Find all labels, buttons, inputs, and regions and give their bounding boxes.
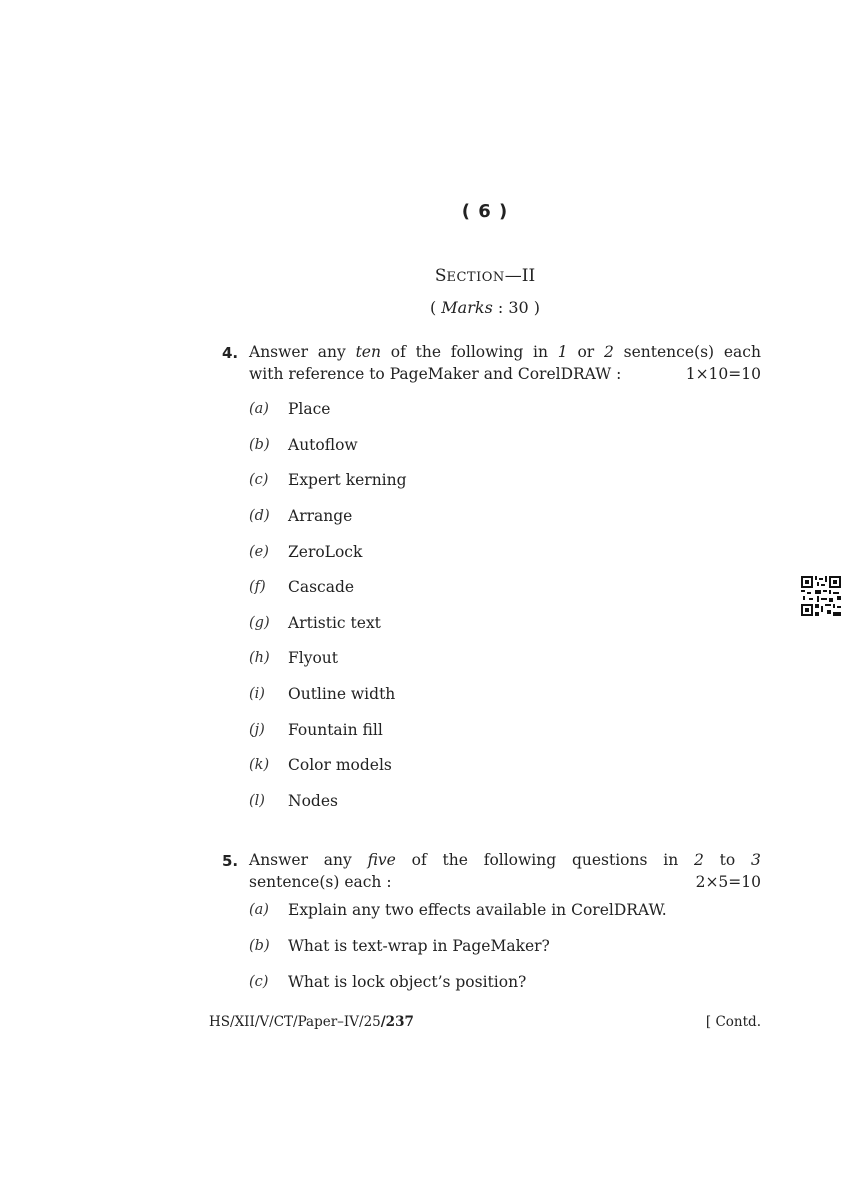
option-label: (i) — [249, 686, 265, 702]
q5-text-e: the — [442, 851, 468, 869]
paper-code — [209, 1014, 414, 1030]
q5-text-j: to — [719, 851, 736, 869]
q4-text-a: Answer any — [249, 343, 346, 361]
option-label: (j) — [249, 722, 265, 738]
paper-code-text: HS/XII/V/CT/Paper–IV/25 — [209, 1014, 381, 1030]
option-label: (d) — [249, 508, 270, 524]
option-label: (b) — [249, 437, 270, 453]
option-text: Cascade — [288, 578, 355, 596]
option-label: (e) — [249, 544, 269, 560]
option-text: Nodes — [288, 792, 338, 810]
option-text: Explain any two effects available in CorelDRAW. — [288, 901, 667, 919]
question-4-line-1 — [249, 343, 761, 361]
question-5-number: 5. — [222, 852, 239, 870]
section-title-first: S — [434, 266, 447, 286]
paper-code-number: /237 — [380, 1014, 414, 1030]
marks-label: Marks — [441, 298, 493, 317]
section-title-smallcaps: ECTION — [446, 270, 505, 285]
option-text: Arrange — [288, 507, 353, 525]
q5-text-h: in — [663, 851, 679, 869]
question-4-number: 4. — [222, 344, 239, 362]
option-label: (b) — [249, 938, 270, 954]
q4-reference-text: with reference to PageMaker and CorelDRAW : — [249, 365, 622, 383]
marks-open: ( — [429, 298, 442, 317]
q5-marks: 2×5=10 — [695, 873, 761, 891]
option-text: Fountain fill — [288, 721, 383, 739]
q5-text-k: 3 — [751, 851, 761, 869]
section-marks — [0, 298, 853, 317]
option-text: Autoflow — [288, 436, 358, 454]
q5-text-f: following — [483, 851, 557, 869]
q4-text-g: sentence(s) each — [623, 343, 761, 361]
q5-text-i: 2 — [694, 851, 704, 869]
q4-text-b: ten — [355, 343, 381, 361]
section-title-rest: —II — [504, 266, 536, 286]
question-5-line-2 — [249, 873, 761, 891]
option-text: Artistic text — [288, 614, 381, 632]
q4-text-c: of the following in — [390, 343, 548, 361]
option-label: (c) — [249, 472, 269, 488]
option-text: Color models — [288, 756, 392, 774]
q5-text-d: of — [411, 851, 427, 869]
q4-marks: 1×10=10 — [685, 365, 761, 383]
option-label: (h) — [249, 650, 270, 666]
page-number: ( 6 ) — [461, 201, 509, 222]
q4-text-f: 2 — [604, 343, 614, 361]
q5-text-c: five — [367, 851, 396, 869]
section-title — [0, 266, 853, 286]
q5-text-b: any — [323, 851, 352, 869]
option-label: (a) — [249, 902, 269, 918]
qr-code-icon — [801, 576, 841, 616]
option-text: Outline width — [288, 685, 396, 703]
option-label: (c) — [249, 974, 269, 990]
option-text: What is lock object’s position? — [288, 973, 527, 991]
q5-text-a: Answer — [249, 851, 308, 869]
option-text: Expert kerning — [288, 471, 407, 489]
marks-value: : 30 ) — [492, 298, 541, 317]
option-text: What is text-wrap in PageMaker? — [288, 937, 550, 955]
option-text: Place — [288, 400, 331, 418]
option-text: Flyout — [288, 649, 339, 667]
q4-text-d: 1 — [557, 343, 568, 361]
q5-instruction-text: sentence(s) each : — [249, 873, 392, 891]
contd-label: [ Contd. — [705, 1014, 761, 1030]
option-label: (f) — [249, 579, 266, 595]
q5-text-g: questions — [571, 851, 648, 869]
option-text: ZeroLock — [288, 543, 363, 561]
question-4-line-2 — [249, 365, 761, 383]
option-label: (l) — [249, 793, 265, 809]
option-label: (a) — [249, 401, 269, 417]
question-5-line-1 — [249, 851, 761, 869]
option-label: (k) — [249, 757, 270, 773]
q4-text-e: or — [577, 343, 595, 361]
option-label: (g) — [249, 615, 270, 631]
